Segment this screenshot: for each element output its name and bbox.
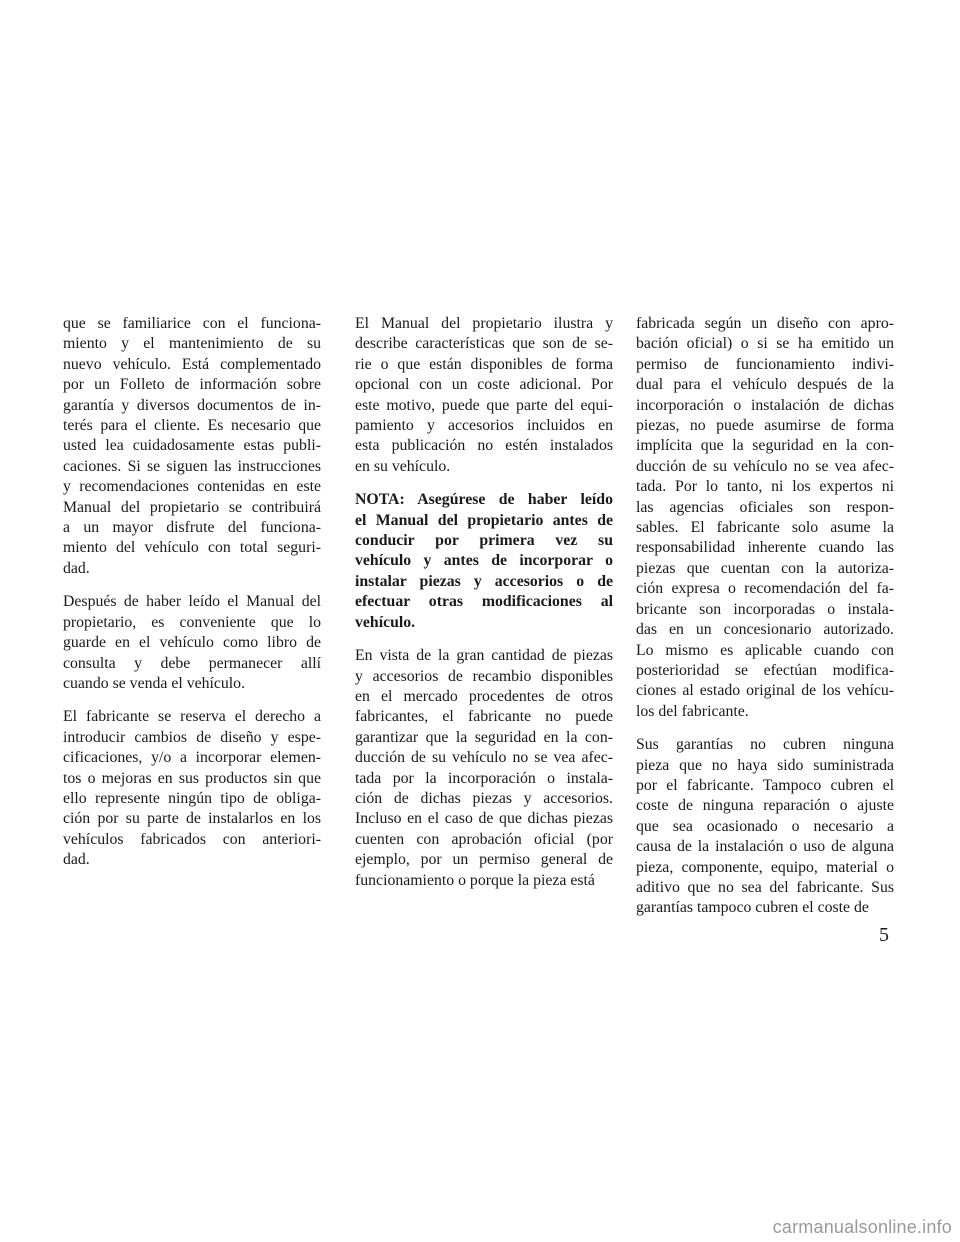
text-line: dad. (63, 851, 90, 869)
text-line: bación oficial) o si se ha emitido un (636, 335, 894, 353)
text-line: y recomendaciones contenidas en este (63, 478, 321, 496)
text-line: caciones. Si se siguen las instrucciones (63, 457, 321, 475)
text-line: piezas que cuentan con la autoriza- (636, 559, 894, 577)
text-line: das en un concesionario autorizado. (636, 621, 894, 639)
text-column-3 (636, 314, 894, 932)
text-line: Después de haber leído el Manual del (63, 593, 321, 611)
text-line: vehículos fabricados con anteriori- (63, 830, 321, 848)
paragraph (63, 314, 321, 579)
text-line: en su vehículo. (355, 457, 451, 475)
text-line: y accesorios de recambio disponibles (355, 667, 613, 685)
text-line: el Manual del propietario antes de (355, 511, 613, 529)
text-line: permiso de funcionamiento indivi- (636, 355, 894, 373)
text-line: responsabilidad inherente cuando las (636, 539, 894, 557)
page-number: 5 (879, 924, 889, 946)
text-line: opcional con un coste adicional. Por (355, 376, 613, 394)
text-line: ello represente ningún tipo de obliga- (63, 789, 321, 807)
text-line: esta publicación no estén instalados (355, 437, 613, 455)
text-line: conducir por primera vez su (355, 532, 613, 550)
text-line: ducción de su vehículo no se vea afec- (636, 457, 894, 475)
text-line: por un Folleto de información sobre (63, 376, 321, 394)
watermark-text: carmanualsonline.info (772, 1217, 952, 1237)
text-line: coste de ninguna reparación o ajuste (636, 797, 894, 815)
text-line: miento del vehículo con total seguri- (63, 539, 321, 557)
text-line: incorporación o instalación de dichas (636, 396, 894, 414)
text-line: fabricada según un diseño con apro- (636, 315, 894, 332)
text-line: fabricantes, el fabricante no puede (355, 708, 613, 726)
text-line: usted lea cuidadosamente estas publi- (63, 437, 321, 455)
text-line: Lo mismo es aplicable cuando con (636, 641, 894, 659)
text-line: El fabricante se reserva el derecho a (63, 708, 321, 726)
text-line: Sus garantías no cubren ninguna (636, 736, 894, 754)
text-line: cuando se venda el vehículo. (63, 674, 246, 692)
text-line: introducir cambios de diseño y espe- (63, 728, 321, 746)
text-column-1 (63, 314, 321, 884)
text-line: rie o que están disponibles de forma (355, 355, 613, 373)
text-line: implícita que la seguridad en la con- (636, 437, 894, 455)
paragraph (636, 735, 894, 919)
text-line: que se familiarice con el funciona- (63, 315, 321, 332)
text-line: los del fabricante. (636, 702, 749, 720)
text-line: pieza, componente, equipo, material o (636, 858, 894, 876)
text-line: describe características que son de se- (355, 335, 613, 353)
text-line: propietario, es conveniente que lo (63, 613, 321, 631)
text-line: funcionamiento o porque la pieza está (355, 871, 595, 889)
text-line: ejemplo, por un permiso general de (355, 851, 613, 869)
text-line: cificaciones, y/o a incorporar elemen- (63, 749, 321, 767)
text-line: causa de la instalación o uso de alguna (636, 838, 894, 856)
text-line: vehículo y antes de incorporar o (355, 552, 613, 570)
text-line: las agencias oficiales son respon- (636, 498, 894, 516)
note-paragraph (355, 490, 613, 633)
text-line: nuevo vehículo. Está complementado (63, 355, 321, 373)
text-line: instalar piezas y accesorios o de (355, 572, 613, 590)
text-line: El Manual del propietario ilustra y (355, 315, 613, 332)
text-line: sables. El fabricante solo asume la (636, 519, 894, 537)
text-line: por el fabricante. Tampoco cubren el (636, 776, 894, 794)
text-line: que sea ocasionado o necesario a (636, 817, 894, 835)
paragraph (636, 314, 894, 722)
paragraph (63, 707, 321, 870)
text-line: ducción de su vehículo no se vea afec- (355, 749, 613, 767)
text-line: ción de dichas piezas y accesorios. (355, 789, 613, 807)
text-line: garantías tampoco cubren el coste de (636, 899, 869, 917)
text-line: consulta y debe permanecer allí (63, 654, 321, 672)
text-line: tada por la incorporación o instala- (355, 769, 613, 787)
paragraph (355, 314, 613, 477)
paragraph (63, 592, 321, 694)
text-line: garantizar que la seguridad en la con- (355, 728, 613, 746)
text-line: terés para el cliente. Es necesario que (63, 417, 321, 435)
text-line: bricante son incorporadas o instala- (636, 600, 894, 618)
text-line: este motivo, puede que parte del equi- (355, 396, 613, 414)
text-line: aditivo que no sea del fabricante. Sus (636, 878, 894, 896)
text-line: ciones al estado original de los vehícu- (636, 682, 894, 700)
text-line: tada. Por lo tanto, ni los expertos ni (636, 478, 894, 496)
text-line: a un mayor disfrute del funciona- (63, 519, 321, 537)
text-line: dad. (63, 559, 90, 577)
text-line: garantía y diversos documentos de in- (63, 396, 321, 414)
paragraph (355, 646, 613, 891)
text-line: posterioridad se efectúan modifica- (636, 661, 894, 679)
text-line: en el mercado procedentes de otros (355, 687, 613, 705)
text-line: Incluso en el caso de que dichas piezas (355, 810, 613, 828)
text-line: pamiento y accesorios incluidos en (355, 417, 613, 435)
text-line: miento y el mantenimiento de su (63, 335, 321, 353)
text-column-2 (355, 314, 613, 904)
text-line: efectuar otras modificaciones al (355, 593, 613, 611)
text-line: NOTA: Asegúrese de haber leído (355, 491, 613, 509)
text-line: ción expresa o recomendación del fa- (636, 580, 894, 598)
text-line: tos o mejoras en sus productos sin que (63, 769, 321, 787)
text-line: Manual del propietario se contribuirá (63, 498, 321, 516)
text-line: cuenten con aprobación oficial (por (355, 830, 613, 848)
text-line: pieza que no haya sido suministrada (636, 756, 894, 774)
text-line: vehículo. (355, 613, 416, 631)
text-line: ción por su parte de instalarlos en los (63, 810, 321, 828)
text-line: piezas, no puede asumirse de forma (636, 417, 894, 435)
text-line: dual para el vehículo después de la (636, 376, 894, 394)
text-line: guarde en el vehículo como libro de (63, 634, 321, 652)
text-line: En vista de la gran cantidad de piezas (355, 647, 613, 665)
